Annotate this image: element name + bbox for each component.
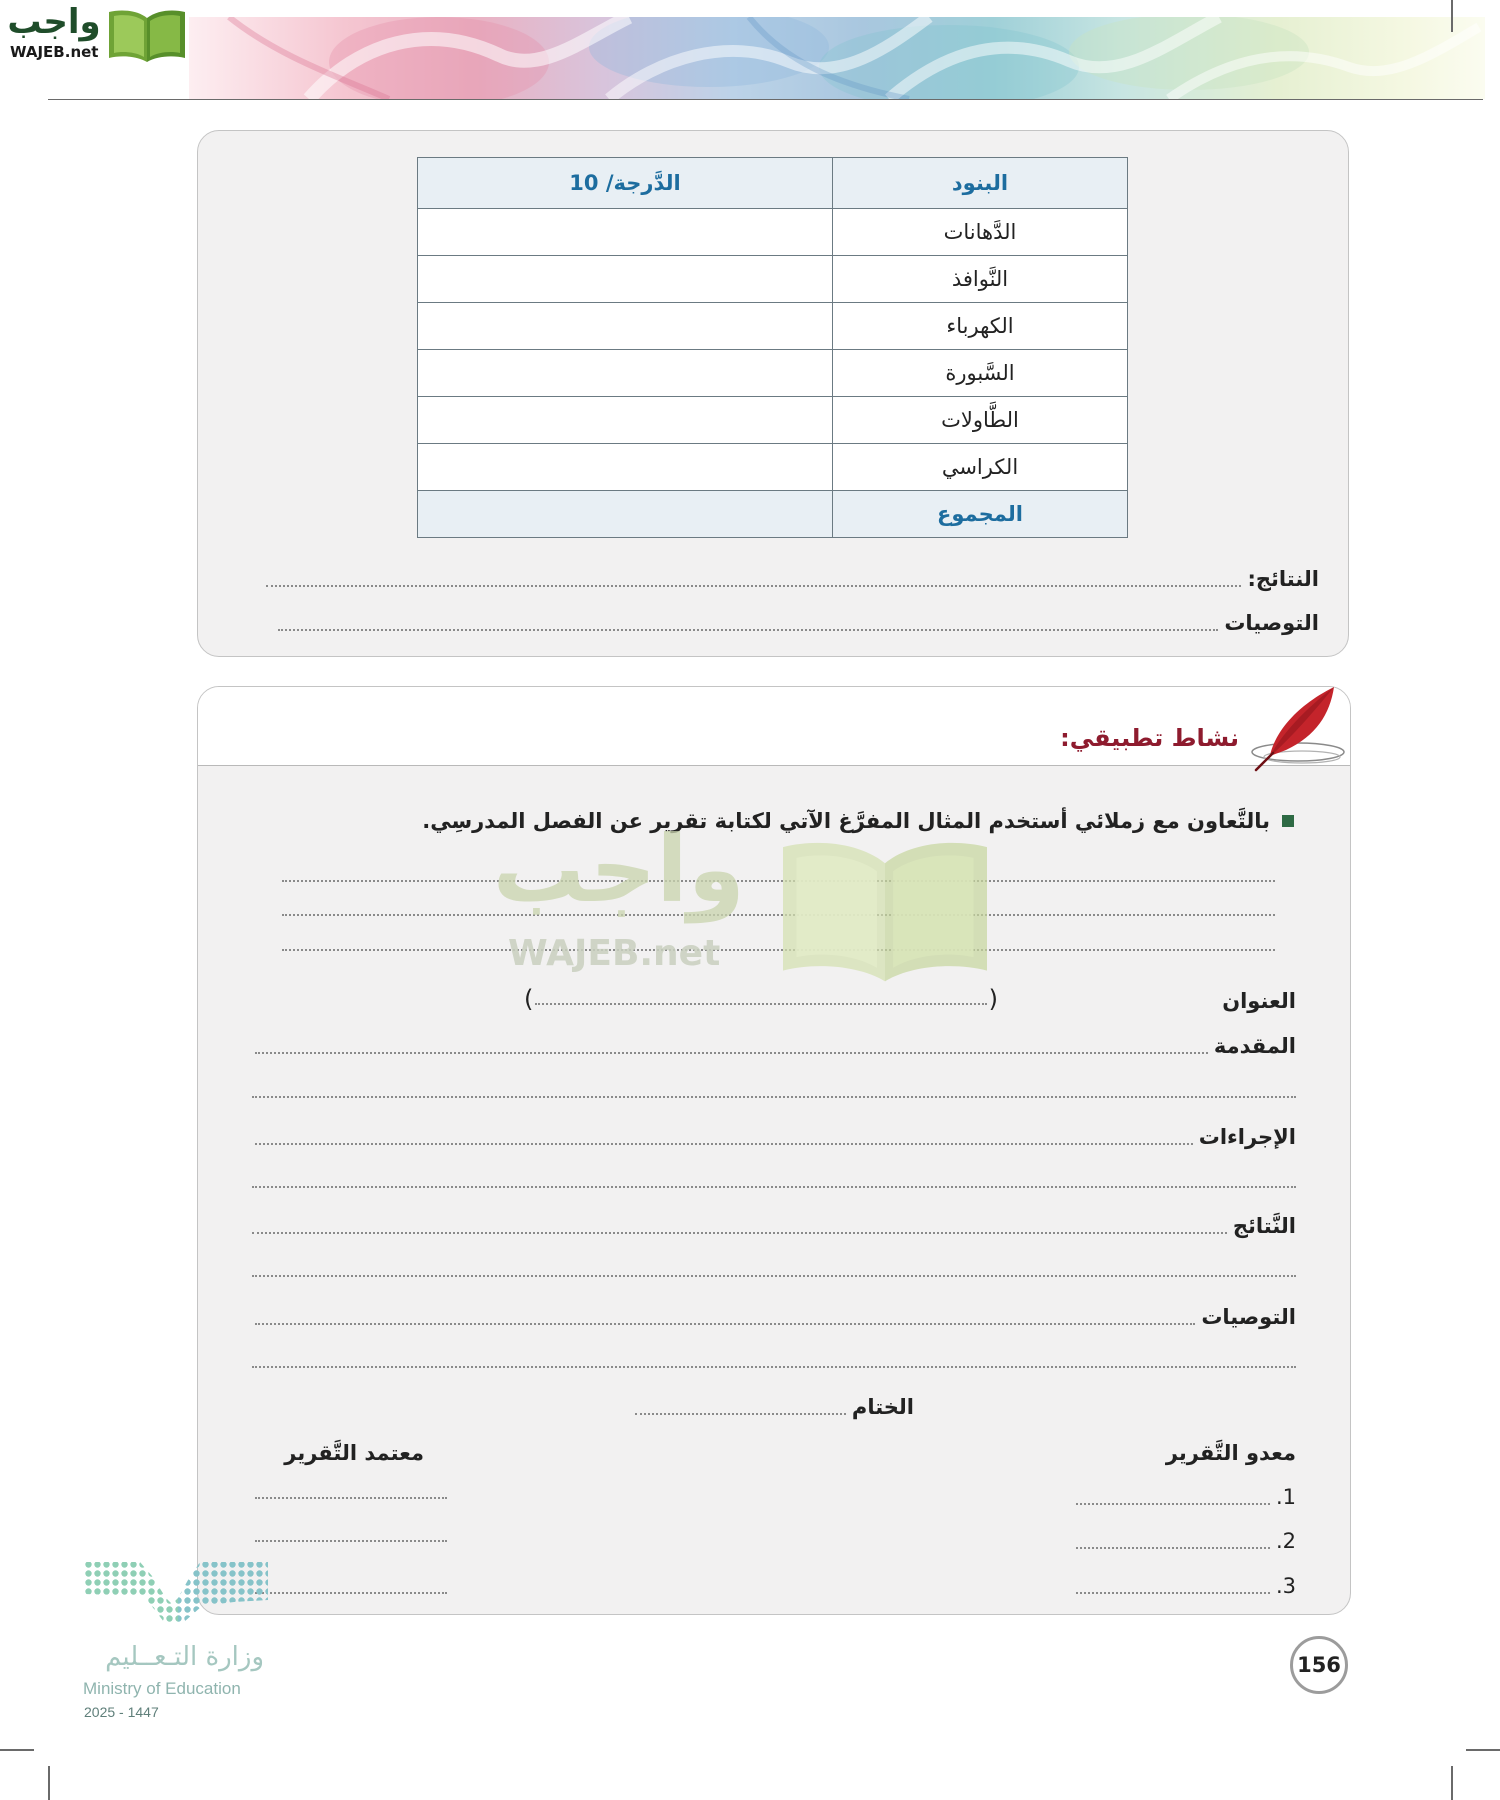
score-cell bbox=[418, 209, 833, 256]
report-results-fill bbox=[252, 1232, 1227, 1234]
academic-year: 2025 - 1447 bbox=[84, 1704, 159, 1720]
author-line-2 bbox=[1076, 1526, 1296, 1556]
watermark-book-icon bbox=[774, 831, 996, 984]
report-results-label: النَّتائج bbox=[1232, 1214, 1296, 1238]
table-row bbox=[418, 444, 1128, 491]
score-cell bbox=[418, 303, 833, 350]
crop-mark bbox=[1466, 1749, 1500, 1751]
evaluation-table bbox=[417, 157, 1128, 538]
author-fill bbox=[1076, 1503, 1270, 1505]
report-recommendations-label: التوصيات bbox=[1201, 1305, 1296, 1329]
introduction-line bbox=[255, 1031, 1296, 1061]
report-results-line bbox=[252, 1211, 1296, 1241]
paren-open: ( bbox=[988, 985, 998, 1013]
ministry-name-ar: وزارة التـعــليم bbox=[105, 1642, 264, 1672]
item-cell: السَّبورة bbox=[833, 350, 1128, 397]
procedures-fill bbox=[255, 1143, 1193, 1145]
author-fill bbox=[1076, 1592, 1270, 1594]
approver-blank-line bbox=[255, 1540, 447, 1542]
report-recommendations-fill bbox=[255, 1323, 1195, 1325]
table-row bbox=[418, 350, 1128, 397]
procedures-label: الإجراءات bbox=[1198, 1125, 1296, 1149]
crop-mark bbox=[1451, 1766, 1453, 1800]
header-items: البنود bbox=[833, 158, 1128, 209]
report-title-fill bbox=[535, 1003, 986, 1005]
author-line-3 bbox=[1076, 1571, 1296, 1601]
results-fill bbox=[266, 585, 1241, 587]
recommendations-fill bbox=[278, 629, 1218, 631]
table-header-row bbox=[418, 158, 1128, 209]
results-label: النتائج: bbox=[1247, 567, 1319, 591]
introduction-fill bbox=[255, 1052, 1208, 1054]
total-label: المجموع bbox=[833, 491, 1128, 538]
crop-mark bbox=[1451, 0, 1453, 32]
authors-label: معدو التَّقرير bbox=[1165, 1441, 1296, 1465]
author-number: 2. bbox=[1275, 1529, 1296, 1553]
score-cell bbox=[418, 397, 833, 444]
total-score-cell bbox=[418, 491, 833, 538]
author-line-1 bbox=[1076, 1482, 1296, 1512]
author-fill bbox=[1076, 1547, 1270, 1549]
blank-line bbox=[252, 1186, 1296, 1188]
blank-line bbox=[252, 1096, 1296, 1098]
banner-ornament bbox=[189, 17, 1485, 99]
approver-blank-line bbox=[255, 1592, 447, 1594]
procedures-line bbox=[255, 1122, 1296, 1152]
blank-line bbox=[252, 1275, 1296, 1277]
page-number: 156 bbox=[1290, 1636, 1348, 1694]
report-title-label: العنوان bbox=[1222, 989, 1296, 1013]
activity-title: نشاط تطبيقي: bbox=[1060, 724, 1239, 752]
report-title-parentheses bbox=[524, 984, 998, 1014]
score-cell bbox=[418, 256, 833, 303]
recommendations-label: التوصيات bbox=[1224, 611, 1319, 635]
book-logo-icon bbox=[107, 6, 187, 63]
feather-quill-icon bbox=[1240, 684, 1346, 774]
item-cell: الطَّاولات bbox=[833, 397, 1128, 444]
watermark-text-ar: واجب bbox=[492, 816, 745, 923]
table-row bbox=[418, 303, 1128, 350]
conclusion-line bbox=[635, 1392, 914, 1422]
report-recommendations-line bbox=[255, 1302, 1296, 1332]
score-cell bbox=[418, 350, 833, 397]
item-cell: النَّوافذ bbox=[833, 256, 1128, 303]
paren-close: ) bbox=[524, 985, 534, 1013]
author-number: 3. bbox=[1275, 1574, 1296, 1598]
introduction-label: المقدمة bbox=[1213, 1034, 1296, 1058]
conclusion-label: الختام bbox=[851, 1395, 914, 1419]
approver-label: معتمد التَّقرير bbox=[284, 1441, 424, 1465]
item-cell: الكراسي bbox=[833, 444, 1128, 491]
recommendations-line bbox=[278, 608, 1319, 638]
crop-mark bbox=[0, 1749, 34, 1751]
author-number: 1. bbox=[1275, 1485, 1296, 1509]
brand-logo-domain: WAJEB.net bbox=[10, 43, 99, 61]
header-score: الدَّرجة/ 10 bbox=[418, 158, 833, 209]
header-rule bbox=[48, 99, 1483, 100]
bullet-square-icon bbox=[1282, 815, 1294, 827]
blank-line bbox=[252, 1366, 1296, 1368]
score-cell bbox=[418, 444, 833, 491]
crop-mark bbox=[48, 1766, 50, 1800]
ministry-name-en: Ministry of Education bbox=[83, 1679, 241, 1698]
decorative-banner bbox=[189, 17, 1485, 99]
total-row bbox=[418, 491, 1128, 538]
watermark-text-en: WAJEB.net bbox=[508, 933, 721, 974]
item-cell: الكهرباء bbox=[833, 303, 1128, 350]
approver-blank-line bbox=[255, 1497, 447, 1499]
activity-instruction: بالتَّعاون مع زملائي أستخدم المثال المفرَّغ الآتي لكتابة تقرير عن الفصل المدرسِي. bbox=[422, 809, 1270, 833]
table-row bbox=[418, 397, 1128, 444]
ministry-logo-icon bbox=[84, 1560, 268, 1626]
results-line bbox=[266, 564, 1319, 594]
table-row bbox=[418, 256, 1128, 303]
table-row bbox=[418, 209, 1128, 256]
conclusion-fill bbox=[635, 1413, 846, 1415]
item-cell: الدَّهانات bbox=[833, 209, 1128, 256]
brand-logo-text: واجب bbox=[7, 2, 101, 42]
